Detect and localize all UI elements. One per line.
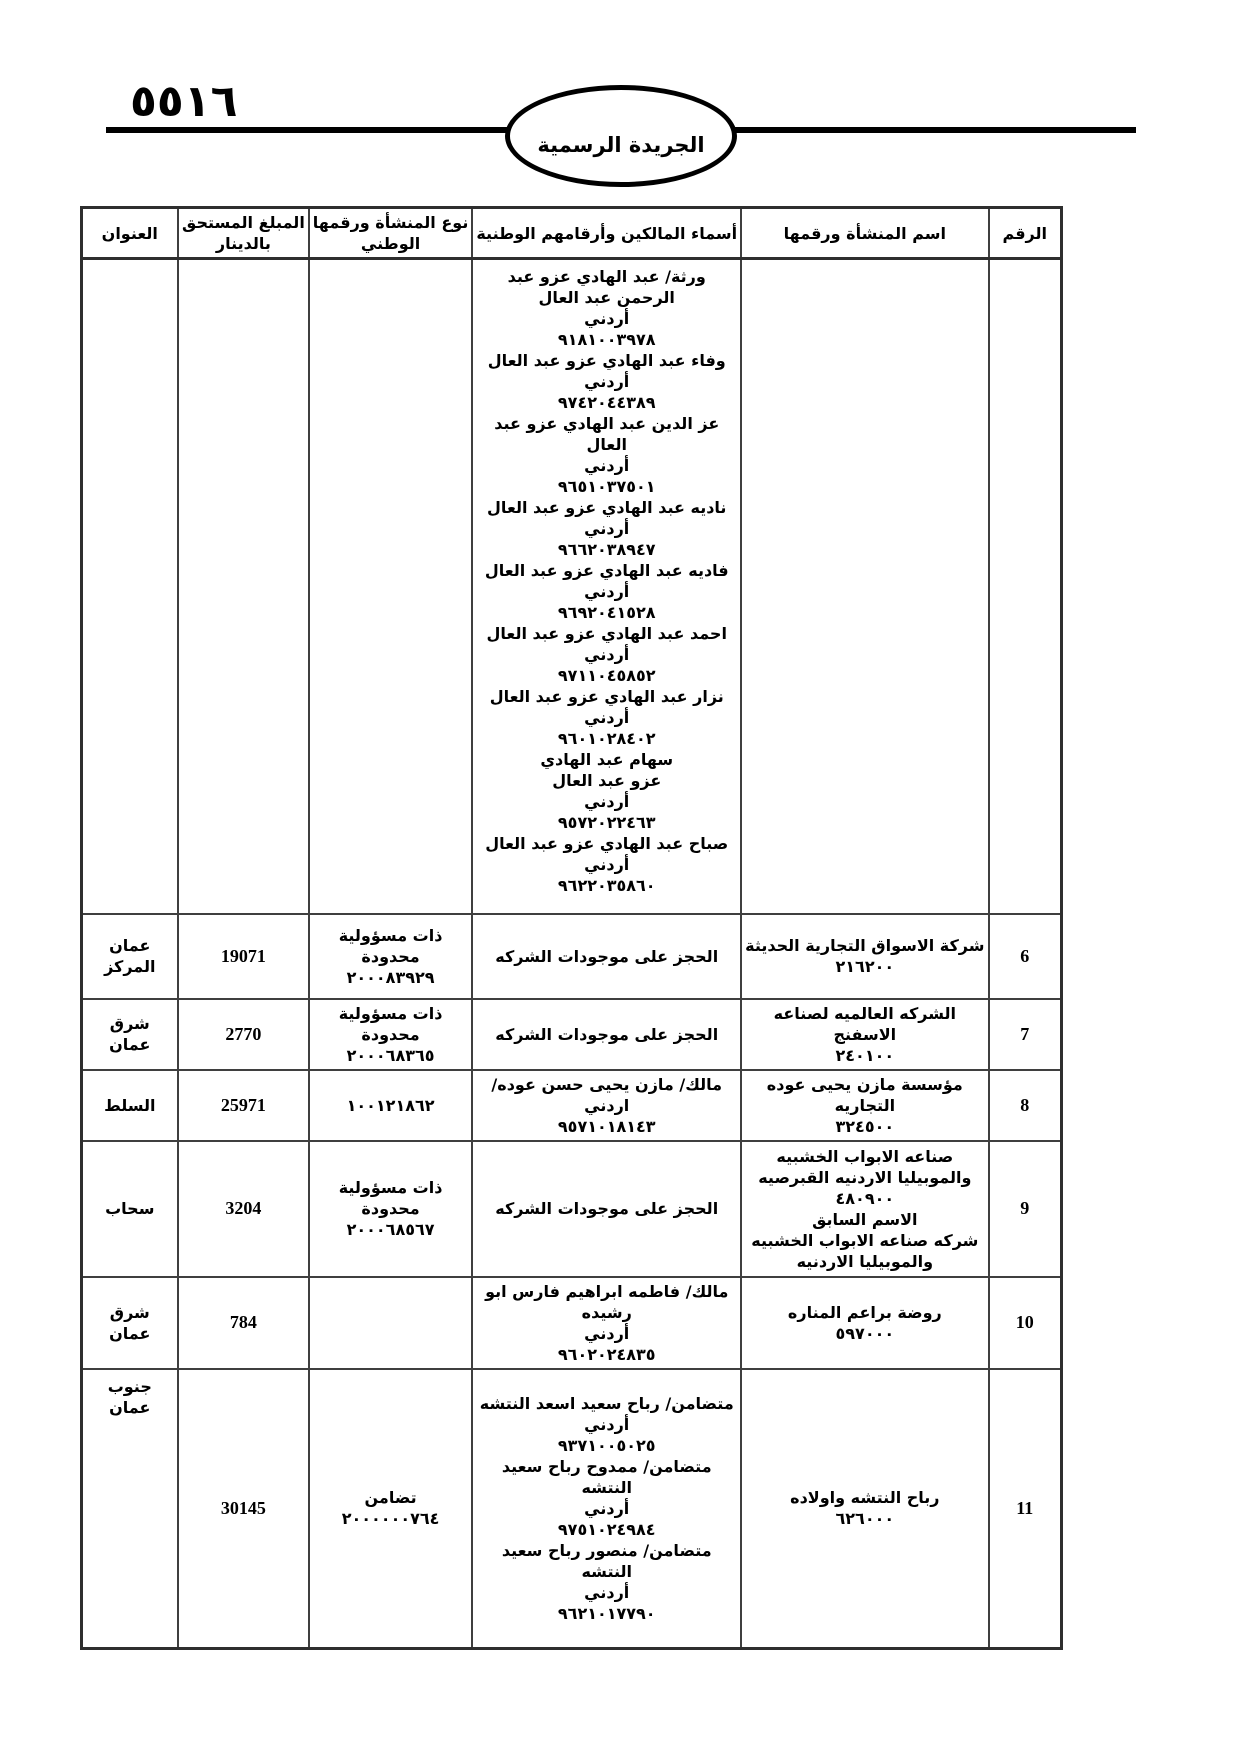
owners-cell-line: متضامن/ رباح سعيد اسعد النتشه: [479, 1393, 734, 1413]
amount-due-cell-value: 30145: [220, 1497, 266, 1518]
owners-cell-line: النتشه: [581, 1477, 632, 1497]
establishment-name-cell: [741, 914, 988, 999]
establishment-name-cell: [741, 1369, 988, 1649]
header-row: [81, 208, 1061, 259]
establishment-name-cell-line: والموبيليا الاردنيه القبرصيه: [758, 1167, 972, 1187]
table-row: [81, 1070, 1061, 1141]
amount-due-cell-value: 19071: [220, 945, 266, 966]
establishment-type-cell-line: ذات مسؤولية: [338, 1003, 443, 1023]
owners-cell-line: ناديه عبد الهادي عزو عبد العال: [487, 498, 727, 517]
establishment-name-cell-line: شركة الاسواق التجارية الحديثة: [745, 936, 985, 955]
owners-cell-line: وفاء عبد الهادي عزو عبد العال: [487, 351, 726, 370]
owners-cell-line: ٩٦٢٢٠٣٥٨٦٠: [557, 876, 656, 895]
row-number-cell: [989, 259, 1062, 914]
owners-cell-line: أردني: [584, 582, 630, 601]
amount-due-cell: [178, 259, 309, 914]
establishment-name-cell-line: رباح النتشه واولاده: [790, 1488, 940, 1508]
table-row: [81, 914, 1061, 999]
column-header: [989, 208, 1062, 259]
establishment-type-cell-line: محدودة: [361, 1199, 420, 1218]
table-body: [81, 259, 1061, 1649]
establishment-type-cell-line: ٢٠٠٠٦٨٥٦٧: [346, 1220, 435, 1239]
address-cell: [81, 1369, 178, 1649]
owners-cell-line: متضامن/ ممدوح رباح سعيد: [501, 1456, 712, 1476]
owners-cell-line: ٩٣٧١٠٠٥٠٢٥: [557, 1435, 656, 1455]
owners-cell-line: ورثة/ عبد الهادي عزو عبد: [507, 267, 706, 286]
establishment-name-cell-line: روضة براعم المناره: [787, 1302, 942, 1322]
establishment-name-cell-line: مؤسسة مازن يحيى عوده: [766, 1074, 963, 1094]
address-cell-line: المركز: [104, 957, 156, 976]
establishment-name-cell-line: ٥٩٧٠٠٠: [835, 1323, 895, 1343]
establishment-type-cell: [309, 914, 473, 999]
owners-cell-line: أردني: [584, 1414, 630, 1434]
amount-due-cell: [178, 1141, 309, 1277]
owners-cell-line: ٩٦٥١٠٣٧٥٠١: [557, 477, 656, 496]
establishment-name-cell-line: الشركه العالميه لصناعه: [773, 1003, 956, 1023]
establishment-name-cell-line: ٣٢٤٥٠٠: [835, 1116, 895, 1136]
gazette-table: [80, 206, 1063, 1650]
establishment-name-cell-line: ٤٨٠٩٠٠: [835, 1188, 895, 1208]
establishment-name-cell: [741, 1070, 988, 1141]
owners-cell-line: أردني: [584, 1498, 630, 1518]
address-cell-line: عمان: [109, 936, 151, 955]
amount-due-cell-value: 25971: [220, 1094, 266, 1115]
establishment-type-cell: [309, 259, 473, 914]
owners-cell-line: أردني: [584, 456, 630, 475]
establishment-name-cell-line: شركه صناعه الابواب الخشبيه: [751, 1230, 979, 1250]
owners-cell-line: أردني: [584, 792, 630, 811]
owners-cell-line: أردني: [584, 309, 630, 328]
establishment-type-cell-line: ٢٠٠٠٨٣٩٢٩: [346, 967, 435, 987]
address-cell: [81, 1277, 178, 1369]
owners-cell-line: الحجز على موجودات الشركه: [495, 946, 719, 966]
address-cell: [81, 1141, 178, 1277]
establishment-name-cell-line: صناعه الابواب الخشبيه: [776, 1146, 954, 1166]
owners-cell-line: العال: [586, 435, 627, 454]
address-cell-line: السلط: [104, 1095, 156, 1115]
address-cell-line: عمان: [109, 1397, 151, 1417]
establishment-type-cell: [309, 1141, 473, 1277]
establishment-type-cell-line: ١٠٠١٢١٨٦٢: [346, 1095, 435, 1115]
row-number-cell: [989, 1141, 1062, 1277]
owners-cell: [472, 1070, 741, 1141]
row-number-cell: [989, 914, 1062, 999]
owners-cell-line: الرحمن عبد العال: [538, 288, 675, 307]
owners-cell-line: ٩٧٤٢٠٤٤٣٨٩: [557, 393, 656, 412]
address-cell-line: شرق: [109, 1014, 150, 1033]
row-number-cell: [989, 1369, 1062, 1649]
establishment-type-cell-line: ذات مسؤولية: [338, 925, 443, 945]
column-header-line: الرقم: [1002, 223, 1047, 243]
page-number: ٥٥١٦: [130, 76, 238, 127]
establishment-name-cell-line: ٦٢٦٠٠٠: [835, 1509, 895, 1529]
address-cell-line: سحاب: [105, 1199, 155, 1218]
owners-cell-line: ٩٦٠١٠٢٨٤٠٢: [557, 729, 656, 748]
establishment-type-cell: [309, 1369, 473, 1649]
address-cell: [81, 259, 178, 914]
owners-cell-line: مالك/ مازن يحيى حسن عوده/: [491, 1074, 723, 1094]
owners-cell-line: سهام عبد الهادي: [540, 750, 674, 769]
amount-due-cell-value: 784: [229, 1312, 257, 1332]
owners-cell-line: أردني: [584, 855, 630, 874]
column-header: [472, 208, 741, 259]
address-cell: [81, 1070, 178, 1141]
row-number-cell-value: 8: [1020, 1094, 1030, 1115]
establishment-name-cell-line: ٢٤٠١٠٠: [835, 1045, 895, 1065]
row-number-cell-value: 6: [1020, 945, 1030, 966]
owners-cell-line: ٩٧٥١٠٢٤٩٨٤: [557, 1519, 656, 1539]
owners-cell-line: ٩٦٦٢٠٣٨٩٤٧: [557, 540, 656, 559]
owners-cell-line: ٩٥٧٢٠٢٢٤٦٣: [557, 813, 656, 832]
column-header: [81, 208, 178, 259]
establishment-name-cell-line: ٢١٦٢٠٠: [835, 957, 895, 976]
column-header-line: بالدينار: [215, 234, 271, 253]
column-header-line: المبلغ المستحق: [182, 213, 305, 232]
owners-cell-line: أردني: [584, 1582, 630, 1602]
owners-cell: [472, 259, 741, 914]
table-row: [81, 259, 1061, 914]
row-number-cell: [989, 1070, 1062, 1141]
owners-cell-line: ٩٧١١٠٤٥٨٥٢: [557, 666, 656, 685]
establishment-type-cell-line: محدودة: [361, 946, 420, 966]
establishment-name-cell-line: والموبيليا الاردنيه: [796, 1251, 934, 1271]
establishment-name-cell-line: الاسم السابق: [812, 1209, 918, 1229]
establishment-name-cell: [741, 1141, 988, 1277]
owners-cell-line: ٩١٨١٠٠٣٩٧٨: [557, 330, 656, 349]
row-number-cell-value: 7: [1020, 1023, 1030, 1044]
table-row: [81, 1369, 1061, 1649]
establishment-type-cell-line: تضامن: [364, 1488, 417, 1508]
owners-cell-line: عز الدين عبد الهادي عزو عبد: [494, 414, 720, 433]
owners-cell-line: احمد عبد الهادي عزو عبد العال: [486, 624, 727, 643]
owners-cell: [472, 1277, 741, 1369]
establishment-type-cell: [309, 999, 473, 1070]
amount-due-cell: [178, 1277, 309, 1369]
owners-cell-line: صباح عبد الهادي عزو عبد العال: [485, 834, 729, 853]
owners-cell-line: أردني: [584, 708, 630, 727]
address-cell-line: عمان: [109, 1035, 151, 1054]
row-number-cell-value: 11: [1016, 1497, 1034, 1518]
address-cell-line: جنوب: [107, 1376, 152, 1396]
owners-cell-line: فاديه عبد الهادي عزو عبد العال: [484, 561, 729, 580]
establishment-type-cell-line: ٢٠٠٠٦٨٣٦٥: [346, 1045, 435, 1065]
row-number-cell-value: 9: [1020, 1198, 1030, 1218]
table-row: [81, 1277, 1061, 1369]
owners-cell-line: عزو عبد العال: [552, 771, 662, 790]
owners-cell-line: نزار عبد الهادي عزو عبد العال: [489, 687, 724, 706]
amount-due-cell: [178, 914, 309, 999]
owners-cell-line: ٩٦٢١٠١٧٧٩٠: [557, 1603, 656, 1623]
establishment-name-cell: [741, 999, 988, 1070]
establishment-type-cell-line: ٢٠٠٠٠٠٠٧٦٤: [341, 1509, 440, 1529]
amount-due-cell: [178, 1070, 309, 1141]
table-header: [81, 208, 1061, 259]
establishment-name-cell: [741, 1277, 988, 1369]
amount-due-cell: [178, 999, 309, 1070]
owners-cell: [472, 1141, 741, 1277]
owners-cell: [472, 914, 741, 999]
establishment-type-cell: [309, 1277, 473, 1369]
column-header-line: أسماء المالكين وأرقامهم الوطنية: [476, 223, 738, 243]
column-header-line: العنوان: [101, 223, 158, 243]
table-row: [81, 1141, 1061, 1277]
column-header: [178, 208, 309, 259]
establishment-type-cell: [309, 1070, 473, 1141]
address-cell: [81, 914, 178, 999]
gazette-banner-ellipse: [505, 85, 737, 187]
amount-due-cell: [178, 1369, 309, 1649]
owners-cell-line: ٩٦٠٢٠٢٤٨٣٥: [557, 1344, 656, 1364]
row-number-cell: [989, 1277, 1062, 1369]
column-header-line: الوطني: [360, 234, 421, 253]
table-row: [81, 999, 1061, 1070]
establishment-type-cell-line: ذات مسؤولية: [338, 1178, 443, 1197]
column-header-line: نوع المنشأة ورقمها: [312, 213, 469, 232]
address-cell: [81, 999, 178, 1070]
establishment-name-cell-line: الاسفنج: [833, 1024, 897, 1044]
owners-cell: [472, 999, 741, 1070]
establishment-name-cell-line: التجاريه: [834, 1095, 896, 1115]
owners-cell-line: أردني: [584, 1323, 630, 1343]
establishment-type-cell-line: محدودة: [361, 1024, 420, 1044]
owners-cell-line: أردني: [584, 645, 630, 664]
establishment-name-cell: [741, 259, 988, 914]
owners-cell-line: الحجز على موجودات الشركه: [495, 1024, 719, 1044]
amount-due-cell-value: 3204: [225, 1198, 262, 1218]
owners-cell-line: رشيده: [581, 1302, 632, 1322]
column-header-line: اسم المنشأة ورقمها: [783, 223, 946, 243]
owners-cell-line: متضامن/ منصور رباح سعيد: [501, 1540, 712, 1560]
column-header: [741, 208, 988, 259]
gazette-banner-title: الجريدة الرسمية: [537, 133, 705, 157]
owners-cell-line: أردني: [584, 372, 630, 391]
owners-cell-line: ٩٥٧١٠١٨١٤٣: [557, 1116, 656, 1136]
owners-cell-line: الحجز على موجودات الشركه: [495, 1199, 719, 1218]
row-number-cell-value: 10: [1015, 1312, 1034, 1332]
owners-cell-line: أردني: [584, 519, 630, 538]
address-cell-line: شرق: [109, 1302, 150, 1322]
address-cell-line: عمان: [109, 1323, 151, 1343]
row-number-cell: [989, 999, 1062, 1070]
owners-cell-line: النتشه: [581, 1561, 632, 1581]
owners-cell: [472, 1369, 741, 1649]
owners-cell-line: اردني: [584, 1095, 630, 1115]
owners-cell-line: مالك/ فاطمه ابراهيم فارس ابو: [485, 1281, 729, 1301]
owners-cell-line: ٩٦٩٢٠٤١٥٢٨: [557, 603, 656, 622]
amount-due-cell-value: 2770: [225, 1023, 262, 1044]
column-header: [309, 208, 473, 259]
